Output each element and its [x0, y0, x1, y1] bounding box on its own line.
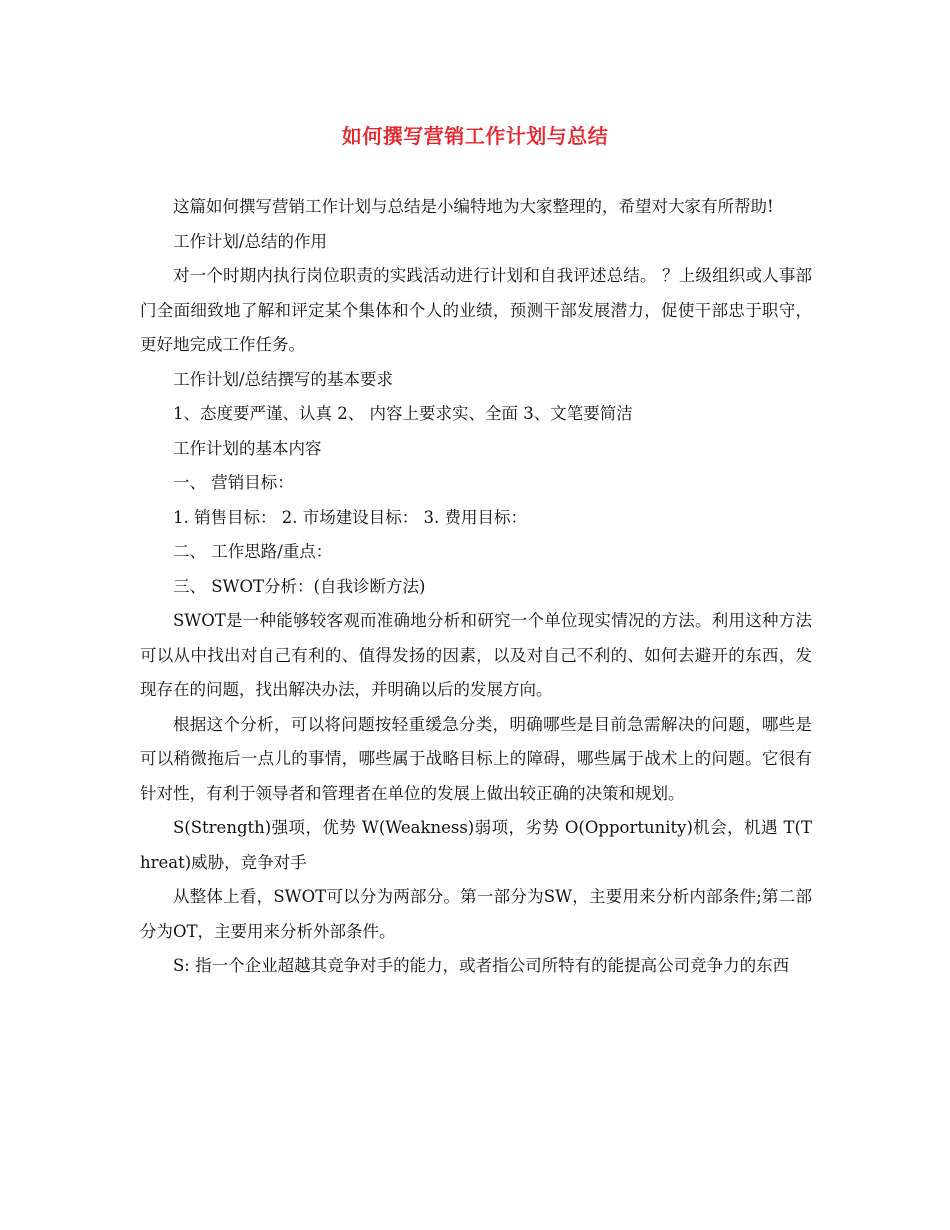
- paragraph-strength: S: 指一个企业超越其竞争对手的能力，或者指公司所特有的能提高公司竞争力的东西: [173, 956, 790, 975]
- paragraph-purpose: 对一个时期内执行岗位职责的实践活动进行计划和自我评述总结。 ？上级组织或人事部门全面细致地了解和评定某个集体和个人的业绩，预测干部发展潜力，促使干部忠于职守，更好地完成工作任务。: [140, 266, 812, 354]
- paragraph-goal-list: 1. 销售目标： 2. 市场建设目标： 3. 费用目标：: [173, 507, 527, 527]
- paragraph-swot-definition: SWOT是一种能够较客观而准确地分析和研究一个单位现实情况的方法。利用这种方法可以从中找出对自己有利的、值得发扬的因素，以及对自己不利的、如何去避开的东西，发现存在的问题，找出解决办法，并明确以后的发展方向。: [140, 611, 812, 699]
- section-swot: 三、 SWOT分析：(自我诊断方法): [173, 576, 426, 596]
- heading-purpose: 工作计划/总结的作用: [173, 231, 328, 251]
- paragraph-swot-parts: 从整体上看，SWOT可以分为两部分。第一部分为SW，主要用来分析内部条件;第二部分为OT，主要用来分析外部条件。: [140, 887, 812, 941]
- document-body: [140, 190, 812, 984]
- document-title: 如何撰写营销工作计划与总结: [341, 124, 609, 148]
- paragraph-requirements: 1、态度要严谨、认真 2、 内容上要求实、全面 3、文笔要简洁: [173, 404, 633, 423]
- section-marketing-goals: 一、 营销目标：: [173, 473, 294, 492]
- paragraph-swot-analysis: 根据这个分析，可以将问题按轻重缓急分类，明确哪些是目前急需解决的问题，哪些是可以稍微拖后一点儿的事情，哪些属于战略目标上的障碍，哪些属于战术上的问题。它很有针对性，有利于领导者和管理者在单位的发展上做出较正确的决策和规划。: [140, 714, 812, 803]
- paragraph-swot-terms: S(Strength)强项，优势 W(Weakness)弱项，劣势 O(Opportunity)机会，机遇 T(Threat)威胁，竞争对手: [140, 818, 812, 872]
- paragraph-intro: 这篇如何撰写营销工作计划与总结是小编特地为大家整理的，希望对大家有所帮助!: [173, 197, 774, 216]
- heading-plan-content: 工作计划的基本内容: [173, 438, 322, 458]
- section-work-focus: 二、 工作思路/重点：: [173, 542, 333, 561]
- heading-requirements: 工作计划/总结撰写的基本要求: [173, 369, 394, 389]
